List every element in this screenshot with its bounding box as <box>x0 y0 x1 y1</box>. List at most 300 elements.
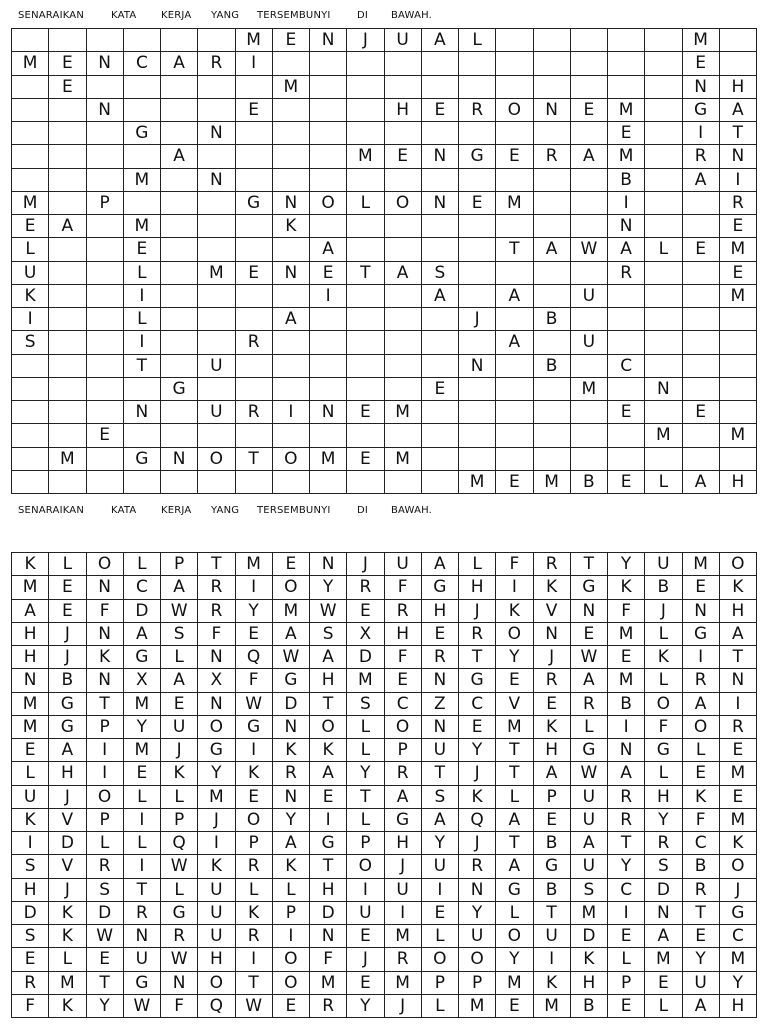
grid-cell: A <box>421 808 458 831</box>
grid-cell: R <box>235 401 272 424</box>
grid-cell: E <box>347 447 384 470</box>
grid-cell: A <box>533 238 570 261</box>
grid-cell: L <box>123 553 160 576</box>
grid-row <box>12 855 757 878</box>
grid-cell: R <box>608 808 645 831</box>
grid-cell: N <box>86 622 123 645</box>
grid-row <box>12 261 757 284</box>
grid-cell: E <box>12 739 49 762</box>
grid-cell <box>198 75 235 98</box>
instruction-word: KERJA <box>161 10 192 21</box>
grid-cell <box>384 377 421 400</box>
grid-cell: Y <box>496 948 533 971</box>
grid-cell <box>161 424 198 447</box>
grid-cell: E <box>235 785 272 808</box>
grid-row <box>12 98 757 121</box>
grid-cell <box>235 424 272 447</box>
grid-cell: E <box>49 52 86 75</box>
grid-row <box>12 122 757 145</box>
grid-cell: M <box>384 925 421 948</box>
grid-cell: E <box>49 599 86 622</box>
grid-cell <box>421 470 458 493</box>
grid-cell: K <box>235 762 272 785</box>
grid-cell: K <box>570 948 607 971</box>
grid-cell: R <box>682 878 719 901</box>
grid-cell: H <box>719 994 756 1017</box>
grid-row <box>12 622 757 645</box>
grid-cell: R <box>459 855 496 878</box>
grid-cell: O <box>719 553 756 576</box>
grid-cell <box>496 168 533 191</box>
grid-cell <box>198 424 235 447</box>
grid-cell: Y <box>608 553 645 576</box>
grid-cell: O <box>496 98 533 121</box>
grid-cell: J <box>49 785 86 808</box>
grid-cell: E <box>272 29 309 52</box>
grid-cell: J <box>459 599 496 622</box>
grid-cell: M <box>719 424 756 447</box>
grid-cell <box>161 401 198 424</box>
grid-cell: N <box>421 669 458 692</box>
instruction-word: BAWAH. <box>391 505 433 516</box>
grid-cell: I <box>235 948 272 971</box>
grid-cell: V <box>533 599 570 622</box>
grid-cell <box>570 261 607 284</box>
grid-cell: Y <box>123 715 160 738</box>
grid-row <box>12 832 757 855</box>
grid-cell: N <box>719 145 756 168</box>
grid-cell: H <box>49 762 86 785</box>
grid-cell <box>608 52 645 75</box>
grid-cell: A <box>645 925 682 948</box>
grid-cell: K <box>310 739 347 762</box>
grid-cell: N <box>682 599 719 622</box>
grid-cell: I <box>347 878 384 901</box>
grid-cell: L <box>123 785 160 808</box>
grid-cell: R <box>384 599 421 622</box>
grid-cell <box>719 308 756 331</box>
grid-cell: R <box>198 52 235 75</box>
grid-cell: U <box>161 715 198 738</box>
grid-cell <box>496 401 533 424</box>
grid-cell <box>86 145 123 168</box>
grid-cell: G <box>570 576 607 599</box>
grid-cell: F <box>235 669 272 692</box>
grid-cell: E <box>12 215 49 238</box>
grid-cell: M <box>347 145 384 168</box>
grid-cell <box>49 122 86 145</box>
grid-cell: R <box>235 925 272 948</box>
grid-cell: E <box>347 925 384 948</box>
grid-cell: T <box>310 692 347 715</box>
grid-cell: P <box>347 832 384 855</box>
grid-cell: R <box>347 576 384 599</box>
grid-cell: O <box>198 715 235 738</box>
grid-cell: M <box>384 971 421 994</box>
grid-cell <box>310 168 347 191</box>
grid-cell <box>86 331 123 354</box>
grid-cell <box>496 308 533 331</box>
grid-cell: L <box>347 739 384 762</box>
grid-cell: A <box>496 331 533 354</box>
grid-cell <box>533 284 570 307</box>
grid-cell: U <box>533 925 570 948</box>
grid-cell: M <box>198 785 235 808</box>
grid-cell <box>310 52 347 75</box>
grid-cell: J <box>384 855 421 878</box>
grid-cell: U <box>384 553 421 576</box>
grid-cell: A <box>719 98 756 121</box>
grid-cell: J <box>533 646 570 669</box>
grid-cell <box>570 191 607 214</box>
grid-cell: O <box>198 971 235 994</box>
grid-cell: K <box>645 646 682 669</box>
grid-cell <box>310 424 347 447</box>
grid-cell: A <box>421 284 458 307</box>
grid-cell: T <box>421 762 458 785</box>
grid-cell <box>645 168 682 191</box>
grid-cell <box>198 29 235 52</box>
grid-cell: J <box>347 948 384 971</box>
grid-cell: R <box>310 994 347 1017</box>
grid-cell: N <box>459 878 496 901</box>
grid-cell <box>682 331 719 354</box>
grid-cell: Q <box>161 832 198 855</box>
grid-cell <box>496 52 533 75</box>
grid-cell <box>459 447 496 470</box>
grid-cell <box>384 238 421 261</box>
grid-cell: U <box>570 785 607 808</box>
grid-cell: A <box>421 29 458 52</box>
grid-cell: E <box>496 470 533 493</box>
grid-cell: N <box>272 261 309 284</box>
puzzle-grid <box>11 552 757 1018</box>
grid-cell: C <box>123 52 160 75</box>
grid-cell: T <box>570 553 607 576</box>
grid-cell: A <box>49 215 86 238</box>
grid-cell: S <box>421 785 458 808</box>
grid-cell: A <box>272 832 309 855</box>
grid-cell: H <box>12 622 49 645</box>
grid-cell: L <box>123 832 160 855</box>
grid-cell: I <box>86 739 123 762</box>
grid-cell: U <box>198 354 235 377</box>
grid-cell: L <box>161 785 198 808</box>
grid-cell <box>384 122 421 145</box>
grid-cell: E <box>496 994 533 1017</box>
grid-cell: U <box>421 855 458 878</box>
grid-cell: R <box>719 191 756 214</box>
grid-cell: E <box>421 377 458 400</box>
grid-cell <box>310 98 347 121</box>
grid-cell <box>682 215 719 238</box>
grid-cell <box>719 377 756 400</box>
grid-cell: I <box>235 739 272 762</box>
grid-cell: U <box>347 901 384 924</box>
grid-cell <box>533 401 570 424</box>
grid-cell: N <box>161 971 198 994</box>
grid-cell: I <box>12 308 49 331</box>
grid-cell: M <box>347 669 384 692</box>
grid-cell: E <box>608 994 645 1017</box>
instruction-word: SENARAIKAN <box>18 10 85 21</box>
grid-cell: K <box>12 284 49 307</box>
grid-cell <box>533 191 570 214</box>
grid-cell: L <box>459 553 496 576</box>
grid-cell <box>161 75 198 98</box>
grid-cell: C <box>608 354 645 377</box>
grid-cell: J <box>49 878 86 901</box>
grid-row <box>12 238 757 261</box>
grid-cell <box>86 284 123 307</box>
grid-row <box>12 994 757 1017</box>
grid-cell: S <box>421 261 458 284</box>
grid-cell <box>86 377 123 400</box>
grid-cell <box>459 52 496 75</box>
grid-cell: C <box>459 692 496 715</box>
grid-cell: R <box>645 832 682 855</box>
grid-cell <box>645 354 682 377</box>
grid-cell: I <box>608 901 645 924</box>
grid-cell: Q <box>459 808 496 831</box>
instruction-word: TERSEMBUNYI <box>257 10 331 21</box>
grid-cell <box>123 75 160 98</box>
grid-cell: W <box>570 238 607 261</box>
grid-row <box>12 785 757 808</box>
grid-cell: I <box>123 284 160 307</box>
grid-cell: L <box>347 191 384 214</box>
grid-cell: M <box>198 261 235 284</box>
grid-cell: Y <box>235 599 272 622</box>
grid-cell: E <box>421 622 458 645</box>
grid-cell: M <box>459 994 496 1017</box>
grid-cell: O <box>719 855 756 878</box>
grid-cell: M <box>12 715 49 738</box>
grid-cell: H <box>384 622 421 645</box>
grid-cell: E <box>719 739 756 762</box>
grid-cell: K <box>719 832 756 855</box>
grid-cell <box>608 29 645 52</box>
grid-cell: T <box>310 855 347 878</box>
grid-cell: O <box>384 715 421 738</box>
grid-cell: D <box>123 599 160 622</box>
grid-cell: D <box>645 878 682 901</box>
grid-cell <box>86 168 123 191</box>
grid-cell: U <box>12 261 49 284</box>
grid-cell: L <box>645 238 682 261</box>
grid-cell: D <box>49 832 86 855</box>
grid-cell: L <box>496 901 533 924</box>
grid-cell: M <box>235 553 272 576</box>
grid-cell: N <box>421 145 458 168</box>
grid-cell: O <box>645 692 682 715</box>
grid-cell: H <box>570 971 607 994</box>
grid-cell: L <box>235 878 272 901</box>
grid-cell: L <box>123 261 160 284</box>
grid-cell: O <box>272 948 309 971</box>
grid-cell <box>347 424 384 447</box>
grid-cell <box>608 424 645 447</box>
grid-cell: T <box>347 261 384 284</box>
grid-cell: T <box>123 878 160 901</box>
grid-cell <box>272 145 309 168</box>
grid-cell: M <box>496 971 533 994</box>
grid-cell <box>496 424 533 447</box>
grid-row <box>12 470 757 493</box>
grid-cell <box>421 308 458 331</box>
grid-cell <box>235 354 272 377</box>
grid-cell: N <box>272 715 309 738</box>
grid-cell: N <box>310 401 347 424</box>
grid-cell: E <box>12 948 49 971</box>
grid-cell: M <box>719 948 756 971</box>
grid-cell: G <box>161 901 198 924</box>
grid-cell <box>272 331 309 354</box>
grid-cell <box>49 308 86 331</box>
grid-cell <box>12 424 49 447</box>
grid-cell: L <box>12 238 49 261</box>
grid-cell <box>421 168 458 191</box>
grid-cell <box>49 261 86 284</box>
grid-cell <box>347 75 384 98</box>
grid-cell: L <box>347 808 384 831</box>
grid-cell: Y <box>645 808 682 831</box>
grid-cell <box>459 215 496 238</box>
grid-cell: J <box>645 599 682 622</box>
grid-cell <box>235 308 272 331</box>
grid-cell: Y <box>459 739 496 762</box>
grid-cell: J <box>49 646 86 669</box>
grid-cell <box>496 377 533 400</box>
grid-cell: R <box>235 331 272 354</box>
grid-cell: I <box>272 401 309 424</box>
grid-cell <box>310 331 347 354</box>
grid-cell <box>459 331 496 354</box>
grid-cell: G <box>570 739 607 762</box>
grid-cell: B <box>608 168 645 191</box>
grid-cell: Y <box>682 948 719 971</box>
grid-cell: L <box>496 785 533 808</box>
grid-cell: B <box>608 692 645 715</box>
grid-cell: E <box>719 215 756 238</box>
grid-cell: T <box>496 739 533 762</box>
grid-cell: A <box>570 669 607 692</box>
grid-cell: C <box>384 692 421 715</box>
grid-cell: Y <box>198 762 235 785</box>
grid-cell <box>272 98 309 121</box>
grid-cell: E <box>608 122 645 145</box>
grid-cell <box>12 145 49 168</box>
grid-cell: H <box>645 785 682 808</box>
grid-cell: I <box>682 122 719 145</box>
grid-cell <box>86 401 123 424</box>
grid-cell: L <box>459 29 496 52</box>
grid-cell: S <box>86 878 123 901</box>
grid-cell <box>12 401 49 424</box>
grid-cell: L <box>86 832 123 855</box>
grid-cell: A <box>496 808 533 831</box>
grid-cell: E <box>347 599 384 622</box>
grid-cell: A <box>608 238 645 261</box>
grid-row <box>12 739 757 762</box>
grid-cell: U <box>198 901 235 924</box>
grid-cell: A <box>384 261 421 284</box>
grid-cell <box>682 354 719 377</box>
grid-cell: N <box>86 52 123 75</box>
grid-cell: M <box>645 948 682 971</box>
grid-cell: A <box>570 832 607 855</box>
grid-cell: L <box>682 739 719 762</box>
grid-cell <box>272 284 309 307</box>
grid-cell: E <box>86 948 123 971</box>
grid-cell <box>12 377 49 400</box>
grid-cell: K <box>161 762 198 785</box>
grid-cell <box>198 98 235 121</box>
grid-cell: E <box>570 98 607 121</box>
grid-cell: H <box>421 599 458 622</box>
grid-cell: H <box>384 832 421 855</box>
grid-cell: P <box>384 739 421 762</box>
grid-cell: M <box>645 424 682 447</box>
grid-cell <box>496 75 533 98</box>
grid-cell: T <box>235 447 272 470</box>
grid-cell: N <box>86 669 123 692</box>
grid-cell: H <box>12 878 49 901</box>
grid-cell: L <box>123 308 160 331</box>
grid-cell: D <box>310 901 347 924</box>
grid-cell: H <box>459 576 496 599</box>
grid-cell: D <box>12 901 49 924</box>
grid-cell: W <box>272 646 309 669</box>
grid-cell: R <box>719 715 756 738</box>
grid-cell: O <box>198 447 235 470</box>
grid-cell: N <box>570 599 607 622</box>
grid-cell <box>459 122 496 145</box>
grid-cell: O <box>384 191 421 214</box>
grid-cell: I <box>235 576 272 599</box>
grid-cell <box>570 215 607 238</box>
grid-cell <box>421 75 458 98</box>
grid-cell: N <box>459 354 496 377</box>
grid-cell: E <box>49 75 86 98</box>
grid-cell: R <box>123 901 160 924</box>
grid-cell: I <box>123 855 160 878</box>
grid-cell: R <box>459 622 496 645</box>
grid-cell <box>645 52 682 75</box>
grid-cell <box>49 98 86 121</box>
grid-cell: M <box>608 669 645 692</box>
grid-cell <box>198 215 235 238</box>
grid-cell: F <box>384 646 421 669</box>
grid-cell <box>719 52 756 75</box>
grid-cell: R <box>235 855 272 878</box>
grid-cell: E <box>608 646 645 669</box>
grid-cell <box>533 29 570 52</box>
grid-cell: K <box>235 901 272 924</box>
grid-cell: H <box>533 739 570 762</box>
grid-cell: G <box>682 98 719 121</box>
grid-cell: J <box>459 762 496 785</box>
grid-cell: D <box>86 901 123 924</box>
grid-cell: Y <box>496 646 533 669</box>
grid-cell: M <box>123 215 160 238</box>
grid-row <box>12 308 757 331</box>
grid-cell: M <box>49 447 86 470</box>
instruction-word: DI <box>357 505 369 516</box>
grid-cell: Z <box>421 692 458 715</box>
grid-cell: K <box>496 599 533 622</box>
grid-row <box>12 878 757 901</box>
